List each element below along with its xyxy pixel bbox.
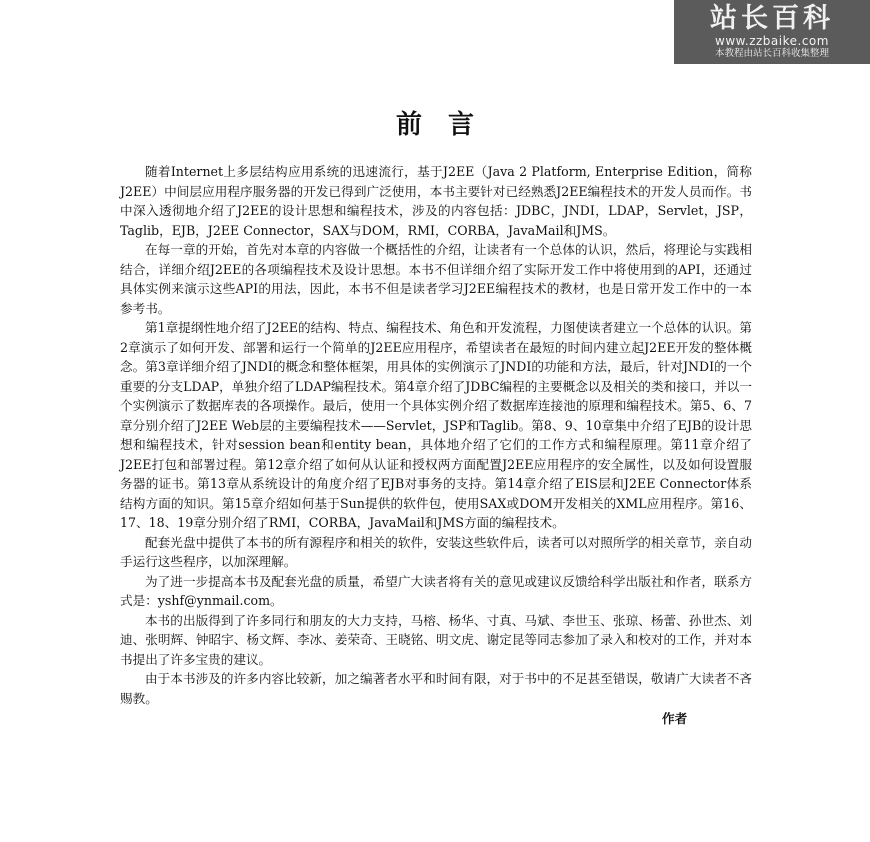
paragraph: 由于本书涉及的许多内容比较新，加之编著者水平和时间有限，对于书中的不足甚至错误，敬请广大读者不吝赐教。 (120, 671, 752, 706)
watermark-logo: 站长百科 (710, 3, 834, 34)
paragraph: 配套光盘中提供了本书的所有源程序和相关的软件，安装这些软件后，读者可以对照所学的相关章节，亲自动手运行这些程序，以加深理解。 (120, 534, 752, 569)
preface-body (120, 162, 752, 708)
paragraph: 在每一章的开始，首先对本章的内容做一个概括性的介绍，让读者有一个总体的认识，然后，将理论与实践相结合，详细介绍J2EE的各项编程技术及设计思想。本书不但详细介绍了实际开发工作中将使用到的API，还通过具体实例来演示这些API的用法，因此，本书不但是读者学习J2EE编程技术的教材，也是日常开发工作中的一本参考书。 (120, 242, 752, 316)
author-signature: 作者 (662, 711, 688, 726)
paragraph: 为了进一步提高本书及配套光盘的质量，希望广大读者将有关的意见或建议反馈给科学出版社和作者，联系方式是：yshf@ynmail.com。 (120, 573, 752, 608)
paragraph: 随着Internet上多层结构应用系统的迅速流行，基于J2EE（Java 2 Platform, Enterprise Edition，简称J2EE）中间层应用程序服务器的开发已得到广泛使用，本书主要针对已经熟悉J2EE编程技术的开发人员而作。书中深入透彻地介绍了J2EE的设计思想和编程技术，涉及的内容包括：JDBC，JNDI，LDAP，Servlet，JSP，Taglib，EJB，J2EE Connector，SAX与DOM，RMI，CORBA，JavaMail和JMS。 (120, 164, 752, 238)
paragraph: 第1章提纲性地介绍了J2EE的结构、特点、编程技术、角色和开发流程，力图使读者建立一个总体的认识。第2章演示了如何开发、部署和运行一个简单的J2EE应用程序，希望读者在最短的时间内建立起J2EE开发的整体概念。第3章详细介绍了JNDI的概念和整体框架，用具体的实例演示了JNDI的功能和方法，最后，针对JNDI的一个重要的分支LDAP，单独介绍了LDAP编程技术。第4章介绍了JDBC编程的主要概念以及相关的类和接口，并以一个实例演示了数据库表的各项操作。最后，使用一个具体实例介绍了数据库连接池的原理和编程技术。第5、6、7章分别介绍了J2EE Web层的主要编程技术——Servlet，JSP和Taglib。第8、9、10章集中介绍了EJB的设计思想和编程技术，针对session bean和entity bean，具体地介绍了它们的工作方式和编程原理。第11章介绍了J2EE打包和部署过程。第12章介绍了如何从认证和授权两方面配置J2EE应用程序的安全属性，以及如何设置服务器的证书。第13章从系统设计的角度介绍了EJB对事务的支持。第14章介绍了EIS层和J2EE Connector体系结构方面的知识。第15章介绍如何基于Sun提供的软件包，使用SAX或DOM开发相关的XML应用程序。第16、17、18、19章分别介绍了RMI，CORBA，JavaMail和JMS方面的编程技术。 (120, 320, 752, 530)
watermark-url: www.zzbaike.com (715, 34, 829, 48)
watermark-banner (674, 0, 870, 64)
watermark-note: 本教程由站长百科收集整理 (714, 48, 829, 59)
paragraph: 本书的出版得到了许多同行和朋友的大力支持，马榕、杨华、寸真、马斌、李世玉、张琼、杨蕾、孙世杰、刘迪、张明辉、钟昭宇、杨文辉、李冰、姜荣奇、王晓铭、明文虎、谢定昆等同志参加了录入和校对的工作，并对本书提出了许多宝贵的建议。 (120, 612, 752, 667)
page-title: 前言 (395, 110, 500, 140)
